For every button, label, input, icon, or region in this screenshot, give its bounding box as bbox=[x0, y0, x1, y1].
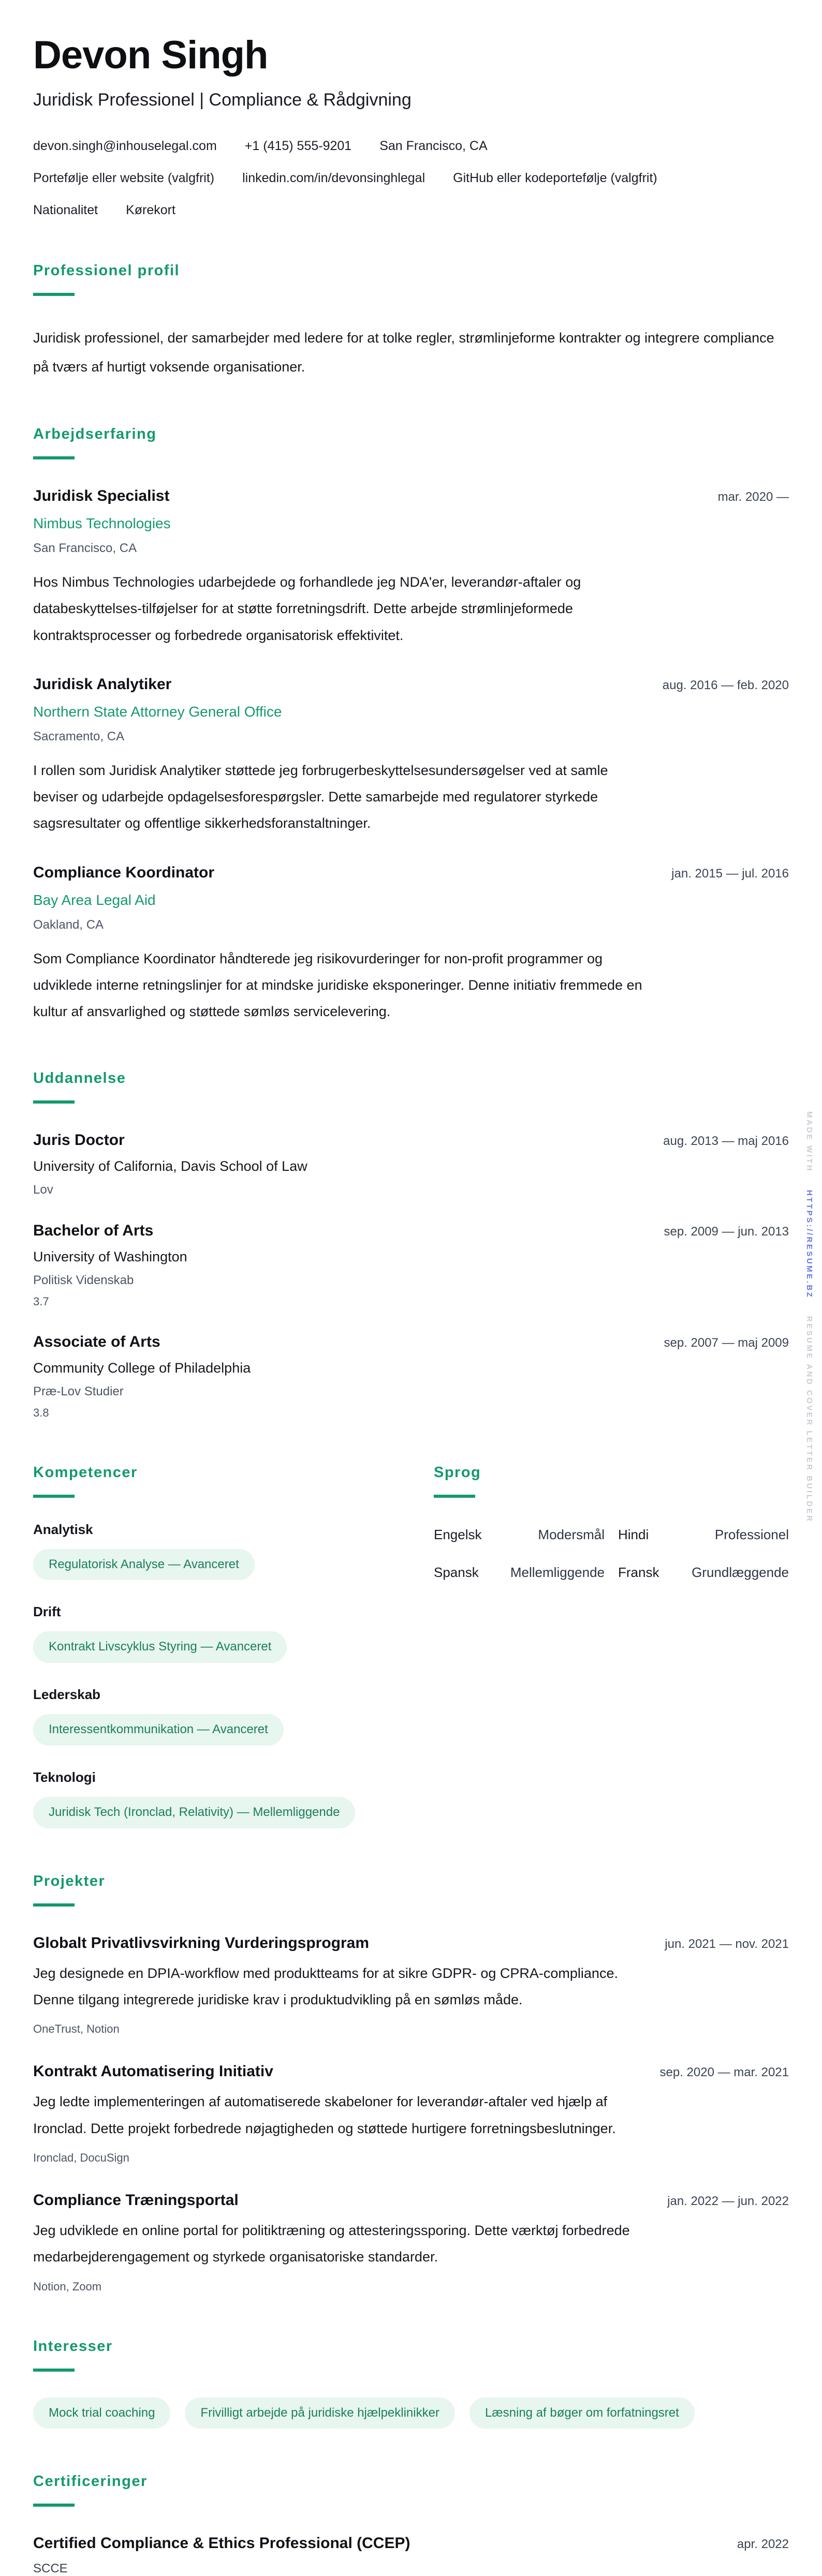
interest-tags bbox=[33, 2398, 789, 2429]
interest-tag: Læsning af bøger om forfatningsret bbox=[469, 2398, 695, 2429]
language-level: Modersmål bbox=[538, 1526, 605, 1542]
project-dates: jun. 2021 — nov. 2021 bbox=[665, 1937, 789, 1951]
contact-row bbox=[33, 202, 789, 218]
person-headline: Juridisk Professionel | Compliance & Rådgivning bbox=[33, 90, 412, 110]
language-name: Spansk bbox=[434, 1564, 479, 1580]
skill-tag: Regulatorisk Analyse — Avanceret bbox=[33, 1549, 255, 1581]
contact-phone: +1 (415) 555-9201 bbox=[244, 139, 352, 154]
section-underline bbox=[33, 456, 75, 459]
section-title: Arbejdserfaring bbox=[33, 425, 157, 442]
project-name: Globalt Privatlivsvirkning Vurderingsprogram bbox=[33, 1934, 370, 1952]
language-row bbox=[618, 1565, 789, 1581]
job-dates: jan. 2015 — jul. 2016 bbox=[671, 866, 789, 881]
project-description: Jeg designede en DPIA-workflow med produktteams for at sikre GDPR- og CPRA-compliance. Denne tilgang integrerede juridiske krav i produktudvikling på en sømløs måde. bbox=[33, 1965, 618, 2008]
certification-name: Certified Compliance & Ethics Professional (CCEP) bbox=[33, 2535, 410, 2552]
contact-location: San Francisco, CA bbox=[379, 139, 488, 154]
experience-entry bbox=[33, 864, 789, 1025]
job-title: Compliance Koordinator bbox=[33, 863, 215, 881]
section-underline bbox=[33, 293, 75, 296]
section-title: Sprog bbox=[434, 1464, 481, 1481]
degree: Bachelor of Arts bbox=[33, 1222, 154, 1239]
contact-row bbox=[33, 138, 789, 154]
job-location: Oakland, CA bbox=[33, 917, 104, 932]
contact-email: devon.singh@inhouselegal.com bbox=[33, 139, 217, 154]
degree: Associate of Arts bbox=[33, 1333, 160, 1350]
education-dates: sep. 2009 — jun. 2013 bbox=[664, 1224, 789, 1239]
contact-row bbox=[33, 170, 789, 186]
watermark-url: HTTPS://RESUME.BZ bbox=[805, 1189, 814, 1299]
project-dates: sep. 2020 — mar. 2021 bbox=[659, 2065, 789, 2080]
job-description: I rollen som Juridisk Analytiker støttede jeg forbrugerbeskyttelsesundersøgelser ved at samle beviser og udarbejde opdagelsesforespørgsler. Dette samarbejde med regulatorer styrkede sagsresultater og offentlige sikkerhedsforanstaltninger. bbox=[33, 762, 608, 831]
job-description: Som Compliance Koordinator håndterede jeg risikovurderinger for non-profit programmer og udviklede interne retningslinjer for at mindske juridiske eksponeringer. Denne initiativ fremmede en kultur af ansvarlighed og støttede sømløs servicelevering. bbox=[33, 950, 642, 1020]
skill-category: Teknologi bbox=[33, 1769, 96, 1785]
section-skills bbox=[33, 1464, 388, 1828]
language-name: Engelsk bbox=[434, 1526, 482, 1542]
language-name: Fransk bbox=[618, 1564, 659, 1580]
education-dates: aug. 2013 — maj 2016 bbox=[663, 1134, 789, 1148]
project-entry bbox=[33, 1934, 789, 2036]
section-underline bbox=[434, 1495, 475, 1498]
watermark-tagline: RESUME AND COVER LETTER BUILDER bbox=[805, 1316, 814, 1523]
interest-tag: Frivilligt arbejde på juridiske hjælpeklinikker bbox=[185, 2398, 455, 2429]
project-entry bbox=[33, 2063, 789, 2165]
section-education bbox=[33, 1070, 789, 1420]
education-dates: sep. 2007 — maj 2009 bbox=[664, 1335, 789, 1350]
profile-text: Juridisk professionel, der samarbejder med ledere for at tolke regler, strømlinjeforme kontrakter og integrere compliance på tværs af hurtigt voksende organisationer. bbox=[33, 330, 774, 375]
section-underline bbox=[33, 1495, 75, 1498]
language-row bbox=[434, 1565, 605, 1581]
degree: Juris Doctor bbox=[33, 1131, 125, 1149]
job-location: San Francisco, CA bbox=[33, 541, 137, 555]
project-entry bbox=[33, 2192, 789, 2294]
job-location: Sacramento, CA bbox=[33, 729, 125, 743]
school: Community College of Philadelphia bbox=[33, 1360, 251, 1376]
contact-website: Portefølje eller website (valgfrit) bbox=[33, 171, 215, 186]
language-level: Mellemliggende bbox=[510, 1564, 605, 1580]
job-title: Juridisk Analytiker bbox=[33, 675, 172, 693]
language-grid bbox=[434, 1527, 789, 1581]
section-experience bbox=[33, 426, 789, 1025]
job-description: Hos Nimbus Technologies udarbejdede og forhandlede jeg NDA'er, leverandør-aftaler og databeskyttelses-tilføjelser for at støtte forretningsdrift. Dette arbejde strømlinjeformede kontraktsprocesser og forbedrede organisatorisk effektivitet. bbox=[33, 574, 581, 643]
certification-date: apr. 2022 bbox=[737, 2537, 789, 2552]
contact-github: GitHub eller kodeportefølje (valgfrit) bbox=[453, 171, 657, 186]
experience-entry bbox=[33, 676, 789, 837]
field-of-study: Præ-Lov Studier bbox=[33, 1384, 124, 1398]
section-profile bbox=[33, 262, 789, 381]
experience-entry bbox=[33, 487, 789, 649]
skill-group bbox=[33, 1687, 388, 1746]
skill-category: Drift bbox=[33, 1604, 61, 1620]
section-title: Uddannelse bbox=[33, 1069, 126, 1086]
section-interests bbox=[33, 2338, 789, 2429]
contact-linkedin: linkedin.com/in/devonsinghlegal bbox=[242, 171, 425, 186]
section-languages bbox=[434, 1464, 789, 1828]
section-underline bbox=[33, 2504, 75, 2507]
language-level: Professionel bbox=[714, 1526, 789, 1542]
resume-header bbox=[33, 33, 789, 218]
language-level: Grundlæggende bbox=[692, 1564, 789, 1580]
section-certifications bbox=[33, 2473, 789, 2576]
job-company: Bay Area Legal Aid bbox=[33, 891, 156, 908]
contact-driving-license: Kørekort bbox=[126, 203, 175, 218]
language-name: Hindi bbox=[618, 1526, 649, 1542]
section-title: Kompetencer bbox=[33, 1464, 138, 1481]
person-name: Devon Singh bbox=[33, 33, 268, 77]
section-projects bbox=[33, 1873, 789, 2294]
section-title: Projekter bbox=[33, 1872, 106, 1889]
watermark-made-with: MADE WITH bbox=[805, 1111, 814, 1173]
skill-category: Analytisk bbox=[33, 1521, 93, 1537]
job-dates: mar. 2020 — bbox=[717, 489, 789, 504]
job-dates: aug. 2016 — feb. 2020 bbox=[662, 678, 789, 692]
section-title: Interesser bbox=[33, 2337, 113, 2355]
skill-tag: Kontrakt Livscyklus Styring — Avanceret bbox=[33, 1631, 287, 1663]
gpa: 3.8 bbox=[33, 1406, 49, 1419]
school: University of Washington bbox=[33, 1248, 187, 1264]
contact-info bbox=[33, 138, 789, 218]
language-row bbox=[618, 1527, 789, 1543]
education-entry bbox=[33, 1333, 789, 1420]
project-dates: jan. 2022 — jun. 2022 bbox=[667, 2194, 789, 2209]
project-tools: OneTrust, Notion bbox=[33, 2022, 120, 2036]
section-title: Certificeringer bbox=[33, 2473, 148, 2490]
section-title: Professionel profil bbox=[33, 262, 180, 279]
job-company: Nimbus Technologies bbox=[33, 515, 171, 531]
skill-tag: Juridisk Tech (Ironclad, Relativity) — Mellemliggende bbox=[33, 1797, 355, 1828]
section-underline bbox=[33, 1100, 75, 1104]
field-of-study: Lov bbox=[33, 1182, 53, 1197]
certification-entry bbox=[33, 2535, 789, 2576]
section-underline bbox=[33, 2369, 75, 2372]
education-entry bbox=[33, 1222, 789, 1308]
skill-group bbox=[33, 1522, 388, 1581]
contact-nationality: Nationalitet bbox=[33, 203, 98, 218]
interest-tag: Mock trial coaching bbox=[33, 2398, 170, 2429]
project-description: Jeg ledte implementeringen af automatiserede skabeloner for leverandør-aftaler ved hjælp af Ironclad. Dette projekt forbedrede nøjagtigheden og støttede hurtigere forretningsbeslutninger. bbox=[33, 2094, 616, 2136]
certification-issuer: SCCE bbox=[33, 2562, 68, 2576]
skill-category: Lederskab bbox=[33, 1687, 101, 1703]
field-of-study: Politisk Videnskab bbox=[33, 1273, 134, 1287]
skill-group bbox=[33, 1769, 388, 1828]
job-title: Juridisk Specialist bbox=[33, 487, 170, 504]
skills-languages-columns bbox=[33, 1464, 789, 1828]
gpa: 3.7 bbox=[33, 1294, 49, 1308]
skill-group bbox=[33, 1604, 388, 1663]
project-tools: Notion, Zoom bbox=[33, 2280, 102, 2293]
project-name: Compliance Træningsportal bbox=[33, 2192, 239, 2209]
job-company: Northern State Attorney General Office bbox=[33, 703, 282, 720]
project-tools: Ironclad, DocuSign bbox=[33, 2151, 129, 2165]
skill-tag: Interessentkommunikation — Avanceret bbox=[33, 1714, 284, 1746]
education-entry bbox=[33, 1131, 789, 1197]
site-watermark bbox=[805, 1111, 814, 1523]
language-row bbox=[434, 1527, 605, 1543]
school: University of California, Davis School of Law bbox=[33, 1158, 307, 1174]
section-underline bbox=[33, 1903, 75, 1907]
project-name: Kontrakt Automatisering Initiativ bbox=[33, 2063, 273, 2080]
project-description: Jeg udviklede en online portal for politiktræning og attesteringssporing. Dette værktøj forbedrede medarbejderengagement og styrkede organisatoriske standarder. bbox=[33, 2223, 630, 2265]
